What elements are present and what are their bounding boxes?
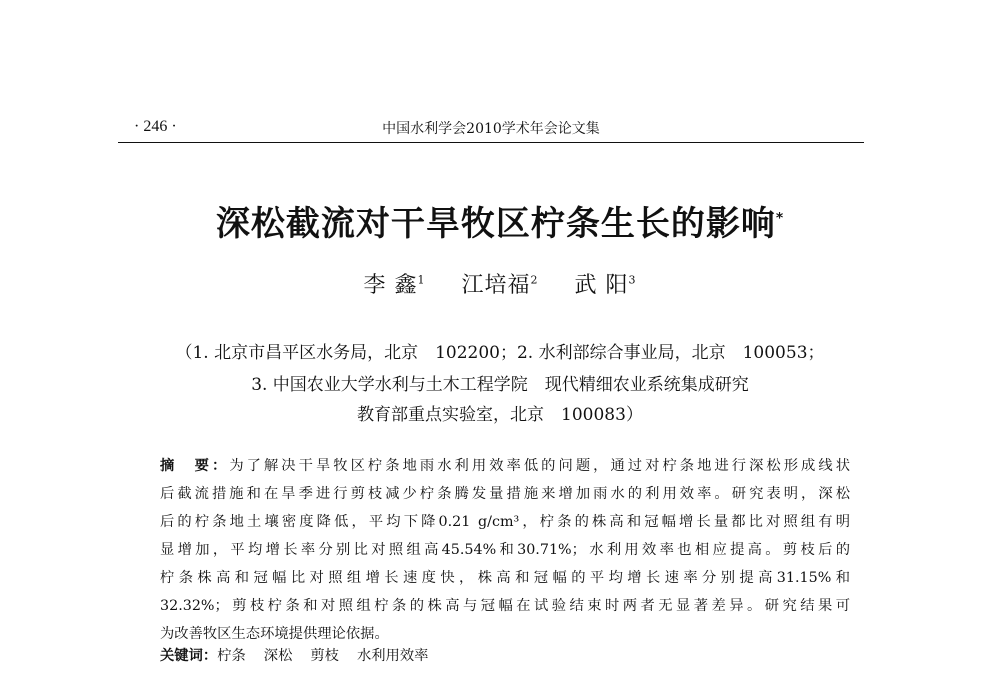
abstract-line: 显增加，平均增长率分别比对照组高45.54%和30.71%；水利用效率也相应提高。剪枝后的 [160, 542, 850, 558]
author-name: 李 鑫 [363, 273, 418, 298]
abstract-line: 32.32%；剪枝柠条和对照组柠条的株高与冠幅在试验结束时两者无显著差异。研究结果可 [160, 598, 850, 614]
author-name: 武 阳 [574, 273, 629, 298]
abstract-label: 摘 要： [160, 458, 230, 474]
affiliation-line-1: （1. 北京市昌平区水务局，北京 102200；2. 水利部综合事业局，北京 100053； [175, 343, 825, 363]
keyword: 剪枝 [310, 648, 339, 664]
keywords [160, 645, 446, 665]
author-1 [363, 268, 425, 299]
page-header [118, 110, 864, 143]
affiliation-line-3: 教育部重点实验室，北京 100083） [357, 405, 643, 425]
abstract-line [160, 452, 850, 480]
author-name: 江培福 [461, 273, 531, 298]
keywords-label: 关键词： [160, 648, 218, 664]
author-3 [575, 268, 637, 299]
abstract-line: 后的柠条地土壤密度降低，平均下降0.21 g/cm³，柠条的株高和冠幅增长量都比对照组有明 [160, 514, 850, 530]
keyword: 深松 [263, 648, 293, 664]
running-head: 中国水利学会2010学术年会论文集 [382, 121, 600, 137]
abstract [160, 452, 850, 648]
abstract-line: 为改善牧区生态环境提供理论依据。 [160, 626, 389, 642]
paper-title-text: 深松截流对干旱牧区柠条生长的影响 [215, 204, 776, 244]
abstract-line: 柠条株高和冠幅比对照组增长速度快，株高和冠幅的平均增长速率分别提高31.15%和 [160, 570, 850, 586]
paper-title [0, 196, 1000, 245]
abstract-line: 后截流措施和在旱季进行剪枝减少柠条腾发量措施来增加雨水的利用效率。研究表明，深松 [160, 486, 850, 502]
title-footnote-mark: * [775, 210, 785, 227]
author-list [0, 268, 1000, 299]
author-affil-mark: 3 [628, 273, 637, 287]
keyword: 水利用效率 [356, 648, 429, 664]
page-number: · 246 · [134, 118, 177, 135]
author-affil-mark: 1 [417, 273, 426, 287]
keyword: 柠条 [217, 648, 246, 664]
author-affil-mark: 2 [530, 273, 539, 287]
abstract-text: 为了解决干旱牧区柠条地雨水利用效率低的问题，通过对柠条地进行深松形成线状 [229, 458, 851, 474]
affiliation-line-2: 3. 中国农业大学水利与土木工程学院 现代精细农业系统集成研究 [251, 375, 749, 395]
author-2 [461, 268, 538, 299]
